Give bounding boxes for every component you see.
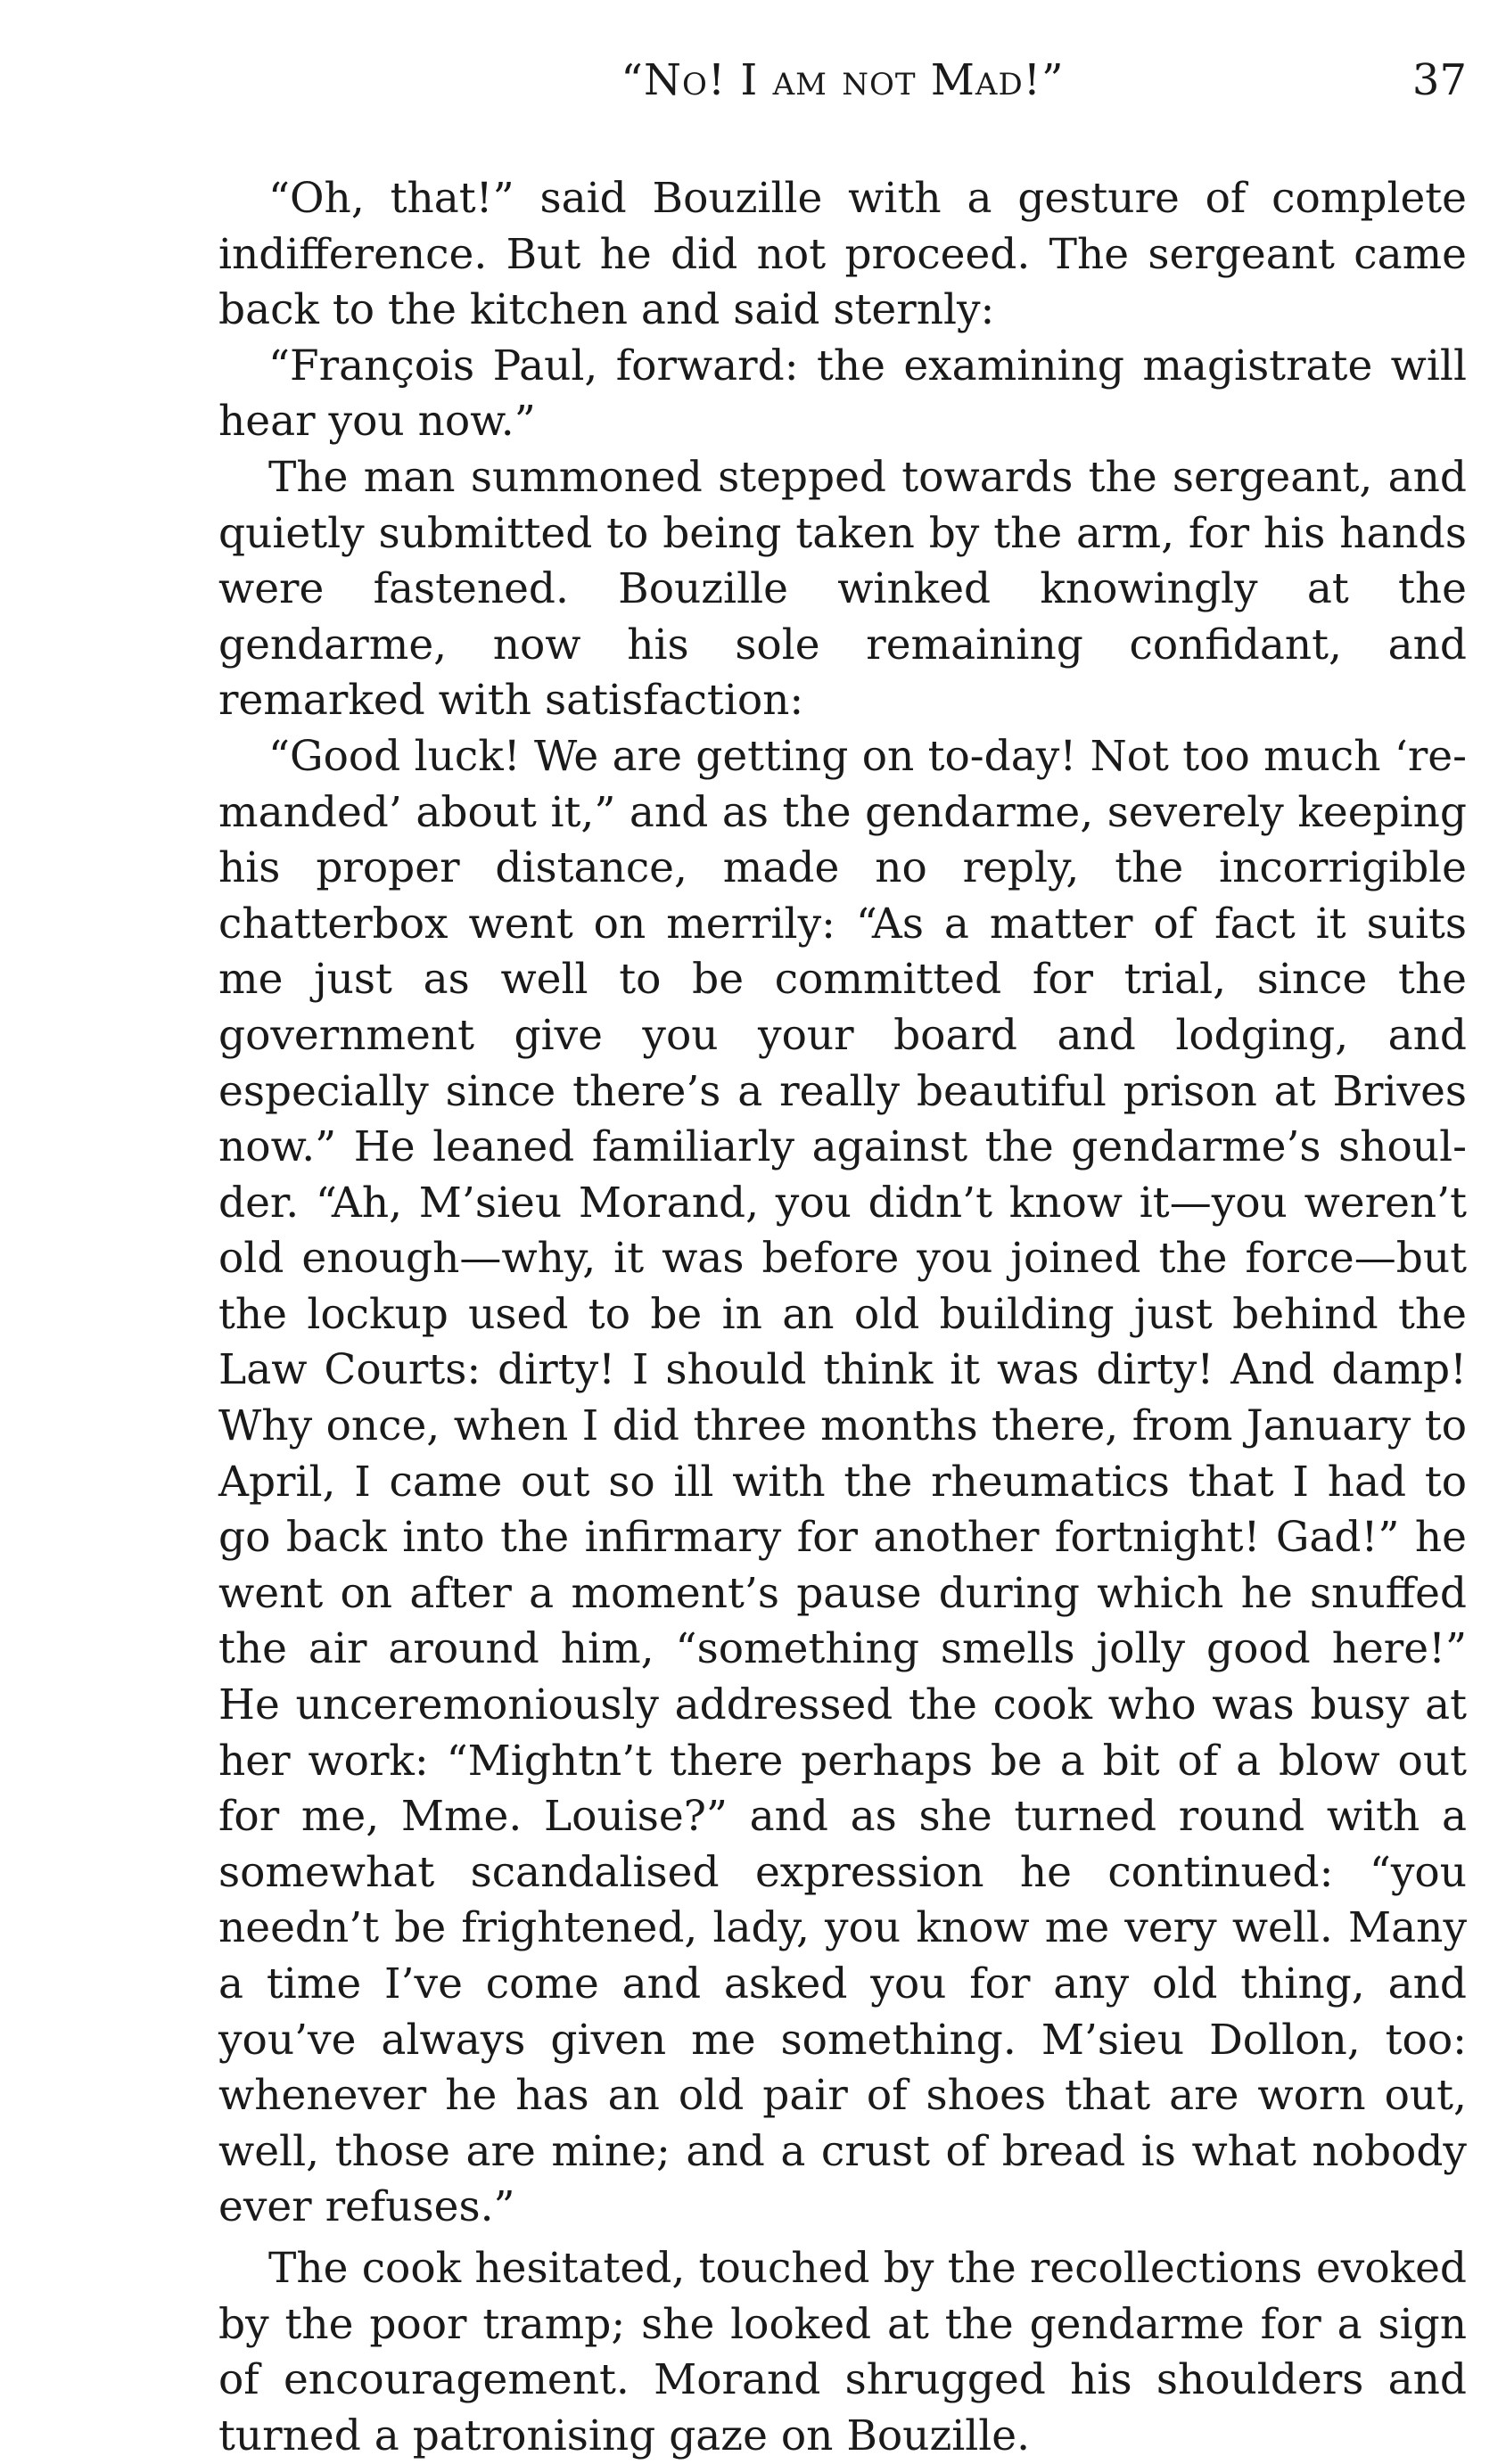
running-title: “No! I am not Mad!” <box>621 55 1065 105</box>
body-text <box>218 171 1467 2464</box>
paragraph: The man summoned stepped towards the sergeant, and quietly submitted to being taken by the arm, for his hands were fastened. Bouzille winked knowingly at the gendarme, now his sole remaining confidant, and remarked with satisfaction: <box>218 452 1467 726</box>
paragraph: “François Paul, forward: the examining magistrate will hear you now.” <box>218 341 1467 447</box>
running-head <box>218 55 1467 118</box>
paragraph: “Oh, that!” said Bouzille with a gesture of complete indifference. But he did not proceed. The sergeant came back to the kitchen and said sternly: <box>218 174 1467 335</box>
paragraph: The cook hesitated, touched by the recollections evoked by the poor tramp; she looked at the gendarme for a sign of encouragement. Morand shrugged his shoulders and turned a patronising gaze on Bouzille. <box>218 2243 1467 2460</box>
page-number: 37 <box>1411 55 1467 105</box>
paragraph: “Good luck! We are getting on to-day! Not too much ‘remanded’ about it,” and as the gendarme, severely keeping his proper distance, made no reply, the incorrigible chatterbox went on merrily: “As a matter of fact it suits me just as well to be committed for trial, since the government give you your board and lodging, and especially since there’s a really beautiful prison at Brives now.” He leaned familiarly against the gendarme’s shoulder. “Ah, M’sieu Morand, you didn’t know it—you weren’t old enough—why, it was before you joined the force—but the lockup used to be in an old building just behind the Law Courts: dirty! I should think it was dirty! And damp! Why once, when I did three months there, from January to April, I came out so ill with the rheumatics that I had to go back into the infirmary for another fortnight! Gad!” he went on after a moment’s pause during which he snuffed the air around him, “something smells jolly good here!” He unceremoniously addressed the cook who was busy at her work: “Mightn’t there perhaps be a bit of a blow out for me, Mme. Louise?” and as she turned round with a somewhat scandalised expression he continued: “you needn’t be frightened, lady, you know me very well. Many a time I’ve come and asked you for any old thing, and you’ve always given me something. M’sieu Dollon, too: whenever he has an old pair of shoes that are worn out, well, those are mine; and a crust of bread is what nobody ever refuses.” <box>218 731 1467 2232</box>
